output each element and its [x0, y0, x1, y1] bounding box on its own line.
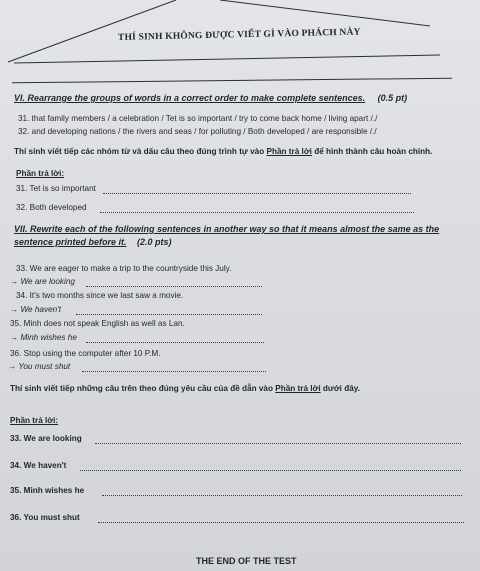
section6-item-31: 31. that family members / a celebration / Tet is so important / try to come back home / living apart /./ [18, 114, 378, 123]
answer-36-line[interactable] [98, 522, 464, 523]
answer-35-line[interactable] [102, 495, 462, 496]
answer-32-label: 32. Both developed [16, 203, 87, 212]
prompt-35: → Minh wishes he [10, 333, 77, 342]
prompt-36-line[interactable] [82, 371, 266, 372]
section7-title-line1: VII. Rewrite each of the following sentences in another way so that it means almost the same as the [14, 224, 440, 234]
prompt-33: → We are looking [10, 277, 75, 286]
prompt-33-line[interactable] [86, 286, 262, 287]
end-of-test: THE END OF THE TEST [196, 556, 297, 566]
section7-title-line2: sentence printed before it. (2.0 pts) [14, 237, 172, 247]
answer-35-label: 35. Minh wishes he [10, 486, 85, 495]
section6-title-row [14, 93, 407, 103]
section6-points: (0.5 pt) [377, 93, 408, 103]
section7-answer-label: Phần trả lời: [10, 416, 59, 425]
prompt-34-line[interactable] [76, 314, 262, 315]
question-34: 34. It's two months since we last saw a movie. [16, 291, 184, 300]
question-35: 35. Minh does not speak English as well as Lan. [10, 319, 185, 328]
answer-31-line[interactable] [103, 193, 411, 194]
answer-33-line[interactable] [95, 443, 461, 444]
section6-answer-label: Phần trả lời: [16, 169, 65, 178]
answer-31-label: 31. Tet is so important [16, 184, 96, 193]
answer-32-line[interactable] [100, 212, 414, 213]
header-rule [12, 78, 452, 84]
prompt-36: → You must shut [8, 362, 71, 371]
section7-instruction: Thí sinh viết tiếp những câu trên theo đúng yêu cầu của đề dẫn vào Phần trả lời dưới đây. [10, 384, 360, 393]
question-36: 36. Stop using the computer after 10 P.M. [10, 349, 161, 358]
section7-points: (2.0 pts) [137, 237, 172, 247]
answer-36-label: 36. You must shut [10, 513, 80, 522]
answer-34-label: 34. We haven't [10, 461, 67, 470]
question-33: 33. We are eager to make a trip to the countryside this July. [16, 264, 232, 273]
section6-item-32: 32. and developing nations / the rivers and seas / for polluting / Both developed / are responsible /./ [18, 127, 377, 136]
answer-34-line[interactable] [80, 470, 461, 471]
prompt-34: → We haven't [10, 305, 62, 314]
section6-title: VI. Rearrange the groups of words in a correct order to make complete sentences. [14, 93, 366, 103]
answer-33-label: 33. We are looking [10, 434, 82, 443]
detach-banner: THÍ SINH KHÔNG ĐƯỢC VIẾT GÌ VÀO PHÁCH NÀY [117, 27, 361, 43]
prompt-35-line[interactable] [86, 342, 264, 343]
section6-instruction: Thí sinh viết tiếp các nhóm từ và dấu câu theo đúng trình tự vào Phần trả lời để hình thành câu hoàn chỉnh. [14, 147, 433, 156]
